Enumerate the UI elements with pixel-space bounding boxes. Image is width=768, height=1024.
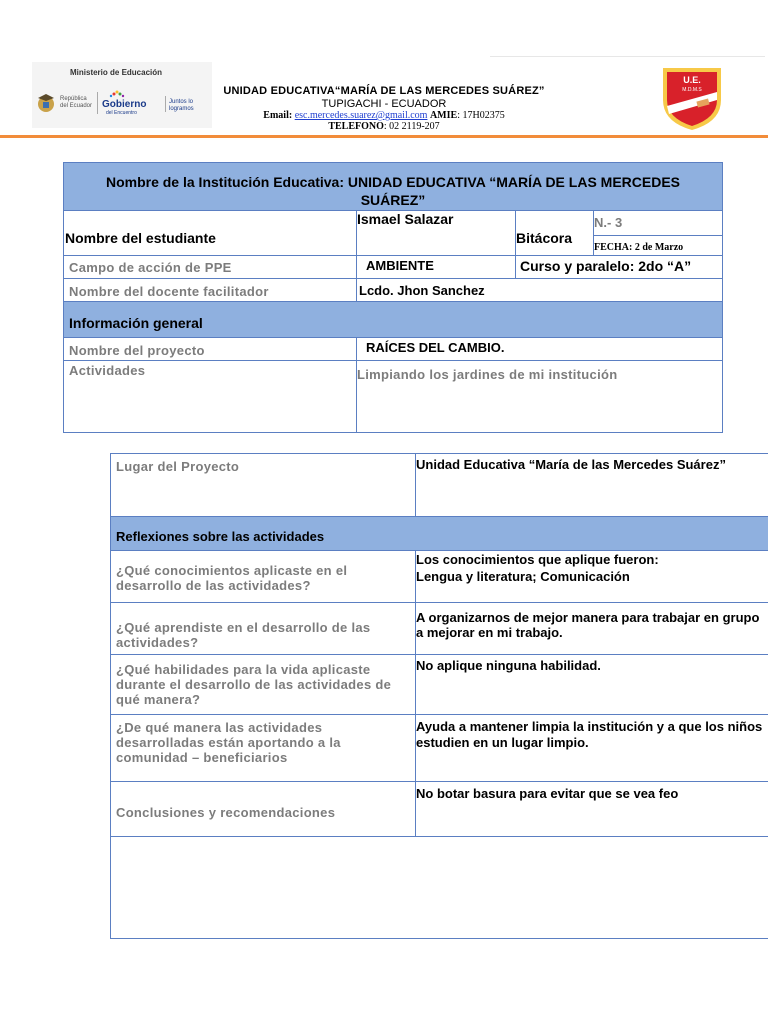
reflections-table xyxy=(110,453,768,939)
q4-text: ¿De qué manera las actividades desarrolladas están aportando a la comunidad – beneficiarios xyxy=(116,720,341,765)
q1-text: ¿Qué conocimientos aplicaste en el desarrollo de las actividades? xyxy=(116,563,348,593)
bitacora-label: Bitácora xyxy=(516,230,573,246)
actividades-label: Actividades xyxy=(69,363,146,378)
proyecto-label: Nombre del proyecto xyxy=(69,343,205,358)
reflexiones-header-cell xyxy=(111,517,768,551)
header-top-rule xyxy=(490,56,765,57)
institution-name: Nombre de la Institución Educativa: UNIDAD EDUCATIVA “MARÍA DE LAS MERCEDES SUÁREZ” xyxy=(105,174,681,208)
amie-value: : 17H02375 xyxy=(457,110,505,121)
q2-text: ¿Qué aprendiste en el desarrollo de las actividades? xyxy=(116,620,371,650)
info-general-cell xyxy=(64,302,723,338)
actividades-value-cell xyxy=(357,361,723,433)
actividades-label-cell xyxy=(64,361,357,433)
docente-label-cell xyxy=(64,279,357,302)
lugar-value: Unidad Educativa “María de las Mercedes Suárez” xyxy=(416,457,726,472)
docente-label: Nombre del docente facilitador xyxy=(69,284,269,299)
docente-value-cell xyxy=(357,279,723,302)
a1-cell xyxy=(416,551,768,603)
a3-text: No aplique ninguna habilidad. xyxy=(416,658,601,673)
phone-line xyxy=(180,121,588,132)
a1-line2: Lengua y literatura; Comunicación xyxy=(416,569,630,584)
phone-label: TELEFONO xyxy=(328,121,384,132)
a2-text: A organizarnos de mejor manera para trabajar en grupo a mejorar en mi trabajo. xyxy=(416,610,760,640)
contact-line xyxy=(180,110,588,121)
gobierno-logo xyxy=(100,88,160,118)
project-info-table xyxy=(63,162,723,433)
q3-cell xyxy=(111,655,416,715)
ministry-label: Ministerio de Educación xyxy=(70,68,163,77)
email-link[interactable]: esc.mercedes.suarez@gmail.com xyxy=(294,110,428,121)
conclusiones-value-cell xyxy=(416,782,768,837)
bitacora-number-cell xyxy=(594,211,723,256)
student-name-cell xyxy=(357,211,516,256)
a4-cell xyxy=(416,715,768,782)
campo-value-cell xyxy=(357,256,516,279)
campo-value: AMBIENTE xyxy=(366,258,434,273)
q1-cell xyxy=(111,551,416,603)
q3-text: ¿Qué habilidades para la vida aplicaste durante el desarrollo de las actividades de qué manera? xyxy=(116,662,392,707)
campo-label: Campo de acción de PPE xyxy=(69,260,232,275)
student-label: Nombre del estudiante xyxy=(65,230,216,246)
empty-notes-cell xyxy=(111,837,768,939)
juntos-label: Juntos lo logramos xyxy=(169,99,194,112)
info-general-heading: Información general xyxy=(69,315,203,331)
campo-label-cell xyxy=(64,256,357,279)
docente-value: Lcdo. Jhon Sanchez xyxy=(359,283,485,298)
proyecto-value: RAÍCES DEL CAMBIO. xyxy=(366,340,505,355)
header-orange-rule xyxy=(0,135,768,138)
student-label-cell xyxy=(64,211,357,256)
reflexiones-heading: Reflexiones sobre las actividades xyxy=(116,529,325,544)
a3-cell xyxy=(416,655,768,715)
republica-label: República del Ecuador xyxy=(60,96,93,109)
amie-label: AMIE xyxy=(429,110,458,121)
conclusiones-value: No botar basura para evitar que se vea feo xyxy=(416,786,679,801)
logo-divider xyxy=(97,92,98,114)
a2-cell xyxy=(416,603,768,655)
school-crest-icon xyxy=(657,62,727,132)
crest-text: U.E. xyxy=(683,75,701,85)
a1-line1: Los conocimientos que aplique fueron: xyxy=(416,552,659,567)
q2-cell xyxy=(111,603,416,655)
bitacora-number: N.- 3 xyxy=(594,215,623,230)
student-name: Ismael Salazar xyxy=(357,211,454,227)
school-city: TUPIGACHI - ECUADOR xyxy=(321,98,447,110)
lugar-label-cell xyxy=(111,454,416,517)
lugar-label: Lugar del Proyecto xyxy=(116,459,240,474)
logo-divider xyxy=(165,96,166,112)
conclusiones-label: Conclusiones y recomendaciones xyxy=(116,805,336,820)
q4-cell xyxy=(111,715,416,782)
proyecto-label-cell xyxy=(64,338,357,361)
gobierno-sub-text: del Encuentro xyxy=(106,110,137,116)
school-title: UNIDAD EDUCATIVA“MARÍA DE LAS MERCEDES SUÁREZ” xyxy=(223,85,545,97)
phone-value: : 02 2119-207 xyxy=(383,121,440,132)
proyecto-value-cell xyxy=(357,338,723,361)
a4-text: Ayuda a mantener limpia la institución y a que los niños estudien en un lugar limpio. xyxy=(416,719,763,750)
curso-cell xyxy=(516,256,723,279)
ecuador-seal-icon xyxy=(35,92,57,114)
email-label: Email: xyxy=(263,110,293,121)
actividades-value: Limpiando los jardines de mi institución xyxy=(357,367,618,382)
lugar-value-cell xyxy=(416,454,768,517)
conclusiones-label-cell xyxy=(111,782,416,837)
crest-sub-text: M.D.M.S xyxy=(682,87,702,93)
institution-header-cell xyxy=(64,163,723,211)
curso-value: Curso y paralelo: 2do “A” xyxy=(520,258,692,274)
bitacora-date: FECHA: 2 de Marzo xyxy=(594,242,684,253)
gobierno-text: Gobierno xyxy=(102,99,147,110)
bitacora-label-cell xyxy=(516,211,594,256)
